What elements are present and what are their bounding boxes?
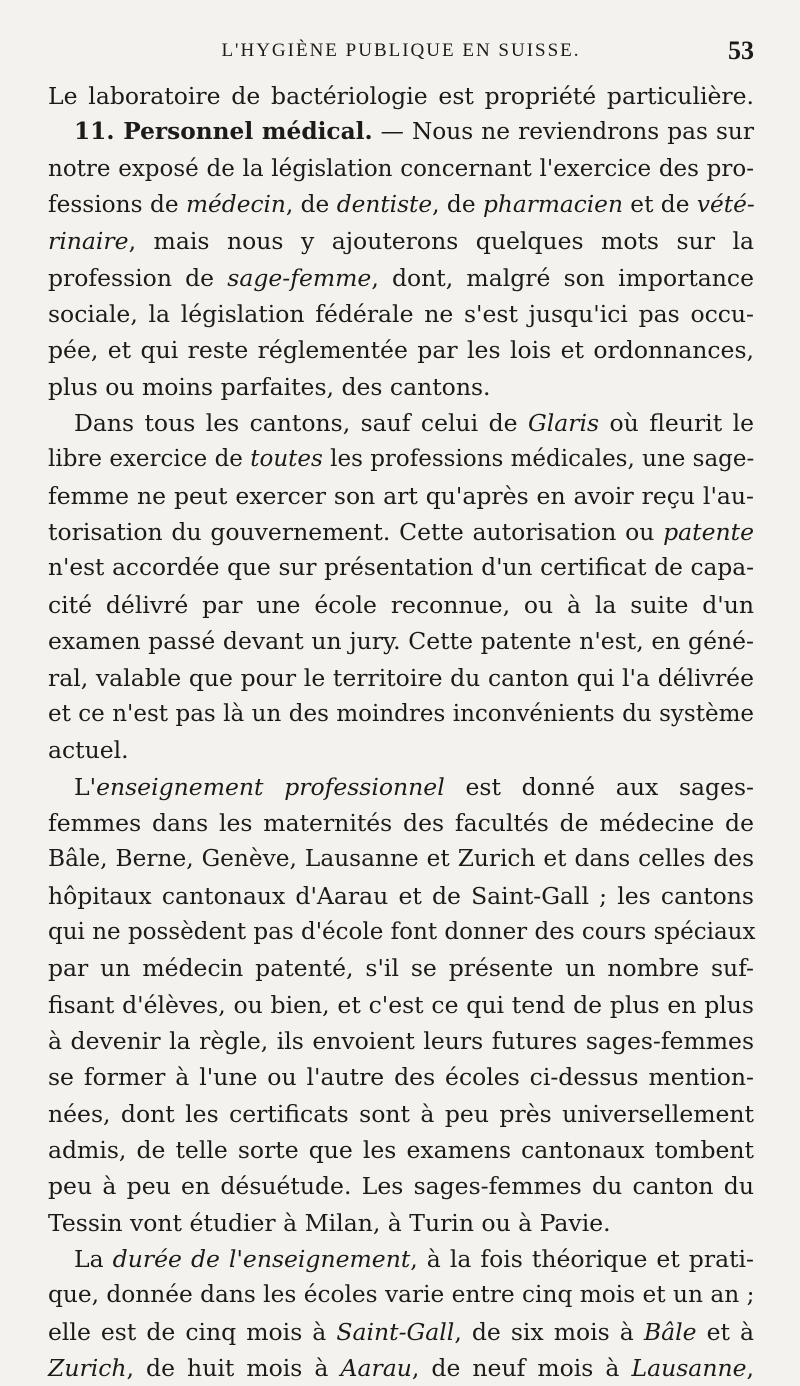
text-line: ral, valable que pour le territoire du canton qui l'a délivrée bbox=[48, 663, 754, 692]
text-line: actuel. bbox=[48, 736, 129, 765]
text-line: fessions de médecin, de dentiste, de pharmacien et de vété- bbox=[48, 191, 755, 219]
text-line: nées, dont les certificats sont à peu près universellement bbox=[48, 1099, 754, 1128]
text-line: que, donnée dans les écoles varie entre cinq mois et un an ; bbox=[48, 1281, 755, 1309]
paragraph-start-line: Dans tous les cantons, sauf celui de Glaris où fleurit le bbox=[74, 409, 754, 438]
text-line: qui ne possèdent pas d'école font donner des cours spéciaux bbox=[48, 918, 756, 945]
text-line: par un médecin patenté, s'il se présente un nombre suf- bbox=[48, 954, 754, 983]
running-title: L'HYGIÈNE PUBLIQUE EN SUISSE. bbox=[221, 40, 581, 61]
text-line: Le laboratoire de bactériologie est propriété particulière. bbox=[48, 82, 754, 110]
text-line: plus ou moins parfaites, des cantons. bbox=[48, 372, 491, 401]
text-line: fisant d'élèves, ou bien, et c'est ce qui tend de plus en plus bbox=[48, 990, 754, 1019]
text-line: rinaire, mais nous y ajouterons quelques mots sur la bbox=[48, 227, 754, 256]
running-head bbox=[48, 34, 754, 78]
text-line: Zurich, de huit mois à Aarau, de neuf mois à Lausanne, bbox=[48, 1354, 754, 1383]
text-line: examen passé devant un jury. Cette patente n'est, en géné- bbox=[48, 627, 754, 656]
text-line: femmes dans les maternités des facultés de médecine de bbox=[48, 808, 754, 837]
text-line: Bâle, Berne, Genève, Lausanne et Zurich et dans celles des bbox=[48, 845, 754, 873]
text-line: sociale, la législation fédérale ne s'est jusqu'ici pas occu- bbox=[48, 300, 754, 329]
text-line: peu à peu en désuétude. Les sages-femmes du canton du bbox=[48, 1172, 754, 1201]
text-line: pée, et qui reste réglementée par les lois et ordonnances, bbox=[48, 336, 754, 365]
text-line: cité délivré par une école reconnue, ou à la suite d'un bbox=[48, 590, 754, 619]
text-line: notre exposé de la législation concernant l'exercice des pro- bbox=[48, 155, 754, 182]
text-line: et ce n'est pas là un des moindres inconvénients du système bbox=[48, 700, 754, 727]
text-line: à devenir la règle, ils envoient leurs futures sages-femmes bbox=[48, 1026, 754, 1055]
paragraph-start-line: L'enseignement professionnel est donné aux sages- bbox=[74, 772, 754, 801]
text-line: femme ne peut exercer son art qu'après en avoir reçu l'au- bbox=[48, 481, 754, 510]
text-line: profession de sage-femme, dont, malgré son importance bbox=[48, 263, 755, 292]
text-line: torisation du gouvernement. Cette autorisation ou patente bbox=[48, 518, 754, 547]
page-number: 53 bbox=[728, 36, 754, 65]
text-line: n'est accordée que sur présentation d'un certificat de capa- bbox=[48, 554, 754, 582]
text-line: elle est de cinq mois à Saint-Gall, de six mois à Bâle et à bbox=[48, 1317, 754, 1346]
text-line: admis, de telle sorte que les examens cantonaux tombent bbox=[48, 1135, 754, 1164]
text-line: se former à l'une ou l'autre des écoles ci-dessus mention- bbox=[48, 1063, 754, 1092]
body-text bbox=[48, 78, 754, 1386]
book-page bbox=[48, 34, 754, 1386]
text-line: libre exercice de toutes les professions médicales, une sage- bbox=[48, 446, 755, 473]
text-line: hôpitaux cantonaux d'Aarau et de Saint-Gall ; les cantons bbox=[48, 881, 754, 910]
section-heading: 11. Personnel médical. bbox=[74, 118, 373, 146]
text-line: Tessin vont étudier à Milan, à Turin ou à Pavie. bbox=[48, 1208, 611, 1237]
paragraph-start-line: La durée de l'enseignement, à la fois théorique et prati- bbox=[74, 1245, 754, 1273]
section-heading-line: 11. Personnel médical. — Nous ne reviendrons pas sur bbox=[74, 118, 754, 146]
